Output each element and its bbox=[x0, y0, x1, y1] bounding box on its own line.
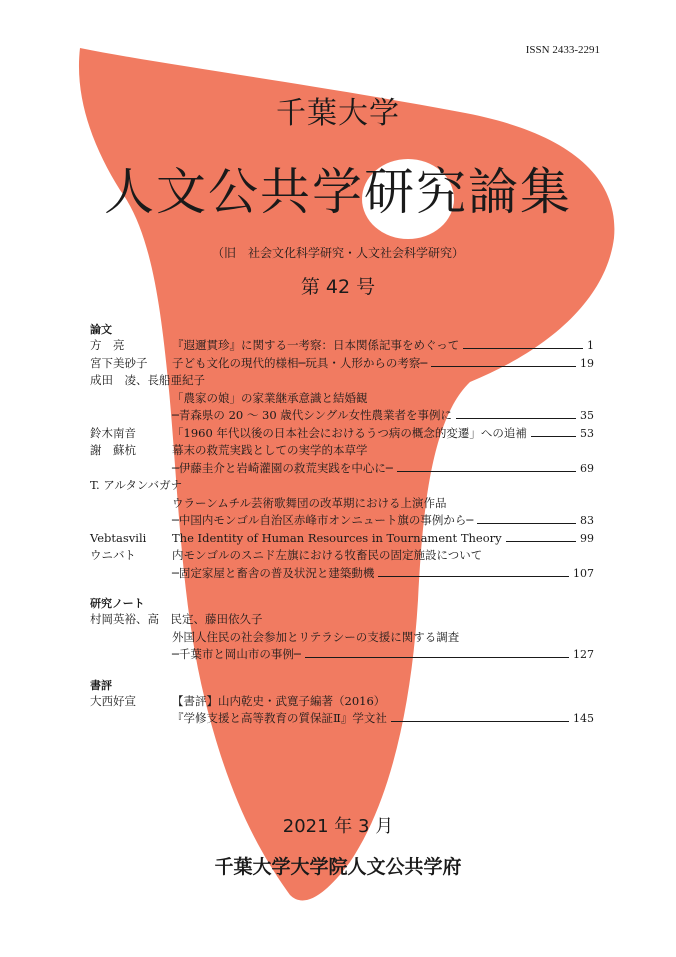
toc-author: 大西好宣 bbox=[90, 693, 136, 708]
toc-page-number: 19 bbox=[580, 356, 594, 370]
toc-title: 幕末の救荒実践としての実学的本草学 bbox=[172, 443, 368, 457]
toc-title: 「1960 年代以後の日本社会におけるうつ病の概念的変遷」への追補 bbox=[172, 425, 527, 440]
toc-author: 宮下美砂子 bbox=[90, 355, 148, 370]
issn: ISSN 2433-2291 bbox=[525, 44, 600, 56]
toc-entry bbox=[172, 646, 594, 664]
toc-title: ウラーンムチル芸術歌舞団の改革期における上演作品 bbox=[172, 495, 447, 510]
toc-entry bbox=[172, 407, 594, 425]
university-name: 千葉大学 bbox=[276, 96, 400, 131]
toc-page-number: 127 bbox=[573, 648, 594, 661]
toc-entry bbox=[172, 512, 594, 530]
toc-row bbox=[90, 477, 594, 495]
toc-author: 謝 蘇杭 bbox=[90, 443, 136, 457]
toc-title: ─青森県の 20 〜 30 歳代シングル女性農業者を事例に bbox=[172, 408, 452, 422]
toc-row bbox=[90, 611, 594, 629]
toc-entry bbox=[172, 460, 594, 478]
leader-line bbox=[431, 366, 576, 367]
toc-title: ─固定家屋と畜舎の普及状況と建築動機 bbox=[172, 565, 375, 580]
toc-page-number: 53 bbox=[580, 426, 594, 440]
section-heading: 研究ノート bbox=[90, 597, 145, 610]
toc-entry bbox=[172, 547, 594, 565]
toc-page-number: 83 bbox=[580, 514, 594, 527]
toc-row bbox=[90, 547, 594, 565]
toc-entry bbox=[172, 355, 594, 373]
toc-author: 方 亮 bbox=[90, 338, 125, 352]
toc-row bbox=[90, 710, 594, 728]
toc-entry bbox=[172, 390, 594, 408]
toc-page-number: 145 bbox=[573, 712, 594, 725]
leader-line bbox=[378, 576, 569, 577]
toc-author: Vebtasvili bbox=[90, 530, 147, 545]
toc-entry bbox=[172, 425, 594, 443]
toc-page-number: 107 bbox=[573, 566, 594, 580]
toc-title: ─中国内モンゴル自治区赤峰市オンニュート旗の事例から─ bbox=[172, 513, 474, 527]
toc-row bbox=[90, 372, 594, 390]
toc-title: 「農家の娘」の家業継承意識と結婚観 bbox=[172, 390, 368, 405]
toc-entry bbox=[172, 495, 594, 513]
toc-row bbox=[90, 495, 594, 513]
leader-line bbox=[463, 348, 583, 349]
leader-line bbox=[456, 418, 576, 419]
toc-title: ─伊藤圭介と岩崎灌園の救荒実践を中心に─ bbox=[172, 460, 393, 475]
issue-number: 第 42 号 bbox=[300, 276, 376, 298]
toc-entry bbox=[172, 693, 594, 711]
leader-line bbox=[391, 721, 569, 722]
toc-entry bbox=[172, 442, 594, 460]
toc-title: 『学修支援と高等教育の質保証Ⅱ』学文社 bbox=[172, 711, 387, 725]
toc-title: 外国人住民の社会参加とリテラシーの支援に関する調査 bbox=[172, 629, 460, 644]
toc-row bbox=[90, 390, 594, 408]
toc-row bbox=[90, 407, 594, 425]
former-names: （旧 社会文化科学研究・人文社会科学研究） bbox=[211, 246, 464, 260]
toc-row bbox=[90, 693, 594, 711]
table-of-contents bbox=[90, 322, 594, 728]
leader-line bbox=[305, 657, 569, 658]
toc-title: The Identity of Human Resources in Tournament Theory bbox=[172, 530, 502, 545]
toc-title: 『遐邇貫珍』に関する一考察：日本関係記事をめぐって bbox=[172, 338, 460, 352]
toc-row bbox=[90, 629, 594, 647]
publication-date: 2021 年 3 月 bbox=[282, 816, 394, 837]
toc-page-number: 35 bbox=[580, 409, 594, 422]
toc-author: ウニバト bbox=[90, 548, 136, 562]
toc-row bbox=[90, 565, 594, 583]
toc-row bbox=[90, 337, 594, 355]
toc-author: 成田 凌、長船亜紀子 bbox=[90, 373, 205, 387]
toc-entry bbox=[172, 337, 594, 355]
section-heading: 論文 bbox=[90, 323, 112, 336]
toc-row bbox=[90, 512, 594, 530]
toc-title: 【書評】山内乾史・武寛子編著（2016） bbox=[172, 693, 386, 708]
leader-line bbox=[477, 523, 576, 524]
toc-author: T. アルタンバガナ bbox=[90, 478, 183, 492]
toc-page-number: 99 bbox=[580, 531, 594, 545]
toc-row bbox=[90, 425, 594, 443]
toc-row bbox=[90, 442, 594, 460]
section-heading: 書評 bbox=[90, 678, 112, 692]
toc-title: 内モンゴルのスニド左旗における牧畜民の固定施設について bbox=[172, 548, 483, 562]
toc-page-number: 1 bbox=[587, 339, 594, 352]
toc-row bbox=[90, 530, 594, 548]
toc-author: 村岡英裕、高 民定、藤田依久子 bbox=[90, 612, 263, 626]
leader-line bbox=[506, 541, 576, 542]
leader-line bbox=[531, 436, 576, 437]
publisher: 千葉大学大学院人文公共学府 bbox=[214, 856, 462, 878]
toc-author: 鈴木南音 bbox=[90, 425, 136, 440]
toc-page-number: 69 bbox=[580, 461, 594, 475]
journal-title: 人文公共学研究論集 bbox=[104, 163, 572, 221]
toc-title: ─千葉市と岡山市の事例─ bbox=[172, 647, 301, 661]
leader-line bbox=[397, 471, 576, 472]
toc-entry bbox=[172, 530, 594, 548]
toc-entry bbox=[172, 710, 594, 728]
toc-entry bbox=[172, 565, 594, 583]
toc-row bbox=[90, 355, 594, 373]
toc-row bbox=[90, 646, 594, 664]
toc-row bbox=[90, 460, 594, 478]
toc-title: 子ども文化の現代的様相─玩具・人形からの考察─ bbox=[172, 355, 428, 370]
toc-entry bbox=[172, 629, 594, 647]
